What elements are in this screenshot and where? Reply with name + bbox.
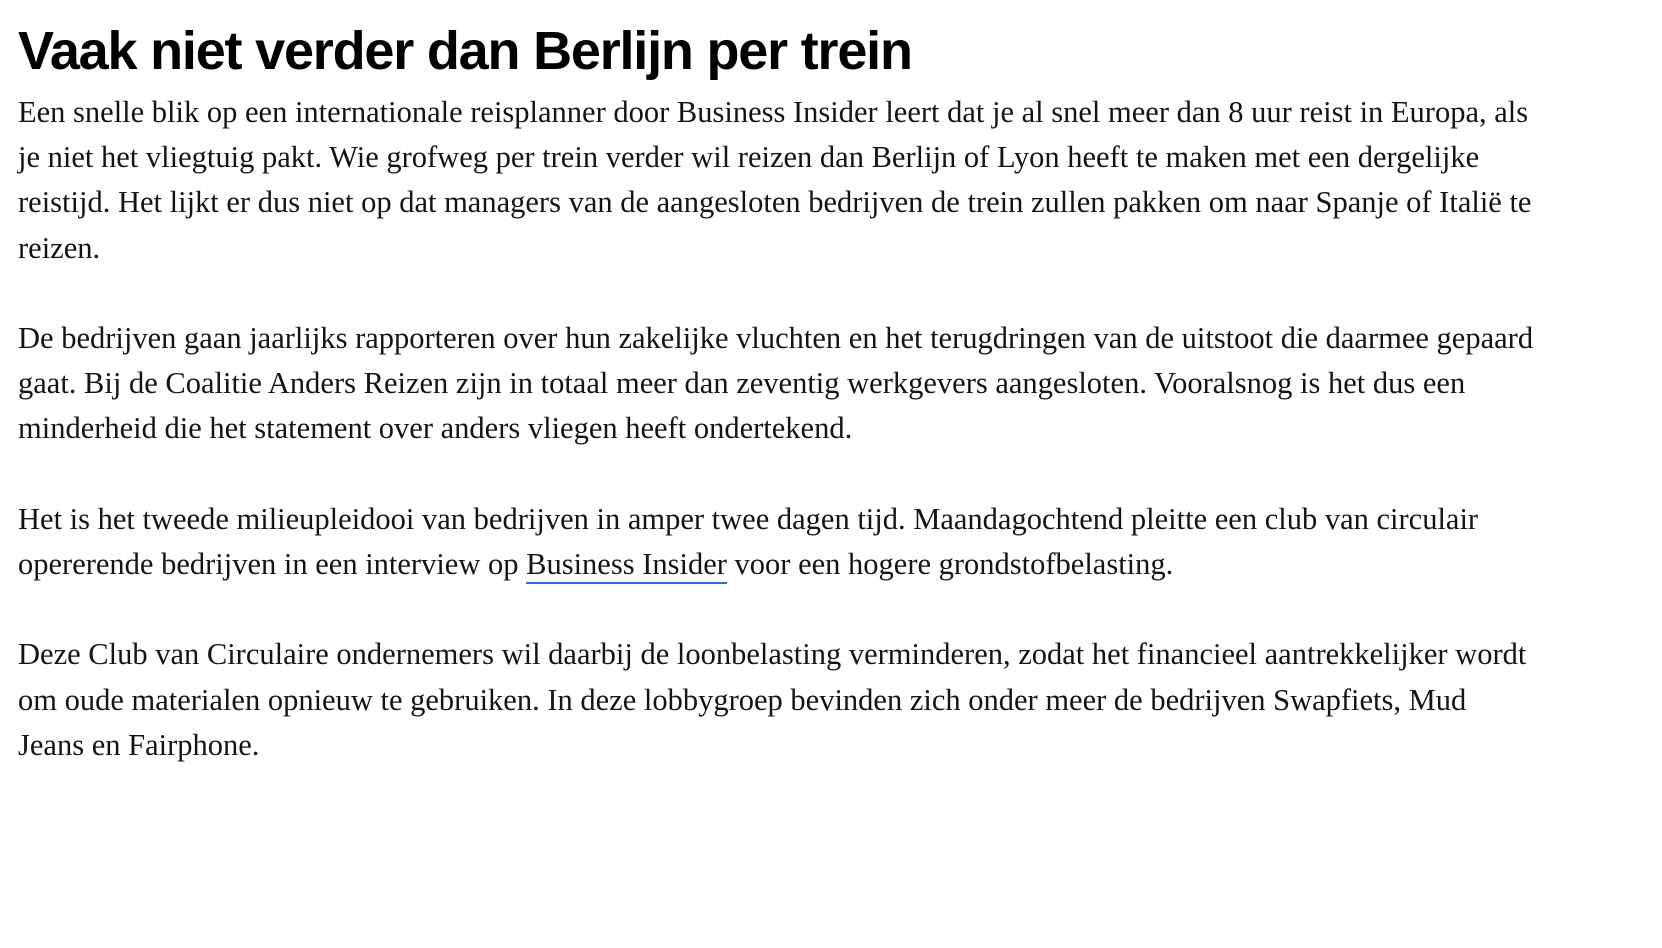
- paragraph-environment-plea-text-start: Het is het tweede milieupleidooi van bedrijven in amper twee dagen tijd. Maandagochtend pleitte een club van circulair opererende bedrijven in een interview op: [18, 501, 1479, 581]
- article-body: [18, 18, 1538, 768]
- section-heading: Vaak niet verder dan Berlijn per trein: [18, 21, 912, 81]
- paragraph-environment-plea-text-end: voor een hogere grondstofbelasting.: [726, 547, 1174, 581]
- paragraph-travel-time: Een snelle blik op een internationale reisplanner door Business Insider leert dat je al snel meer dan 8 uur reist in Europa, als je niet het vliegtuig pakt. Wie grofweg per trein verder wil reizen dan Berlijn of Lyon heeft te maken met een dergelijke reistijd. Het lijkt er dus niet op dat managers van de aangesloten bedrijven de trein zullen pakken om naar Spanje of Italië te reizen.: [18, 95, 1532, 265]
- paragraph-circular-club: Deze Club van Circulaire ondernemers wil daarbij de loonbelasting verminderen, zodat het financieel aantrekkelijker wordt om oude materialen opnieuw te gebruiken. In deze lobbygroep bevinden zich onder meer de bedrijven Swapfiets, Mud Jeans en Fairphone.: [18, 637, 1527, 762]
- paragraph-environment-plea: [18, 497, 1538, 587]
- paragraph-reporting: De bedrijven gaan jaarlijks rapporteren over hun zakelijke vluchten en het terugdringen van de uitstoot die daarmee gepaard gaat. Bij de Coalitie Anders Reizen zijn in totaal meer dan zeventig werkgevers aangesloten. Vooralsnog is het dus een minderheid die het statement over anders vliegen heeft ondertekend.: [18, 321, 1534, 446]
- business-insider-link[interactable]: Business Insider: [526, 547, 727, 584]
